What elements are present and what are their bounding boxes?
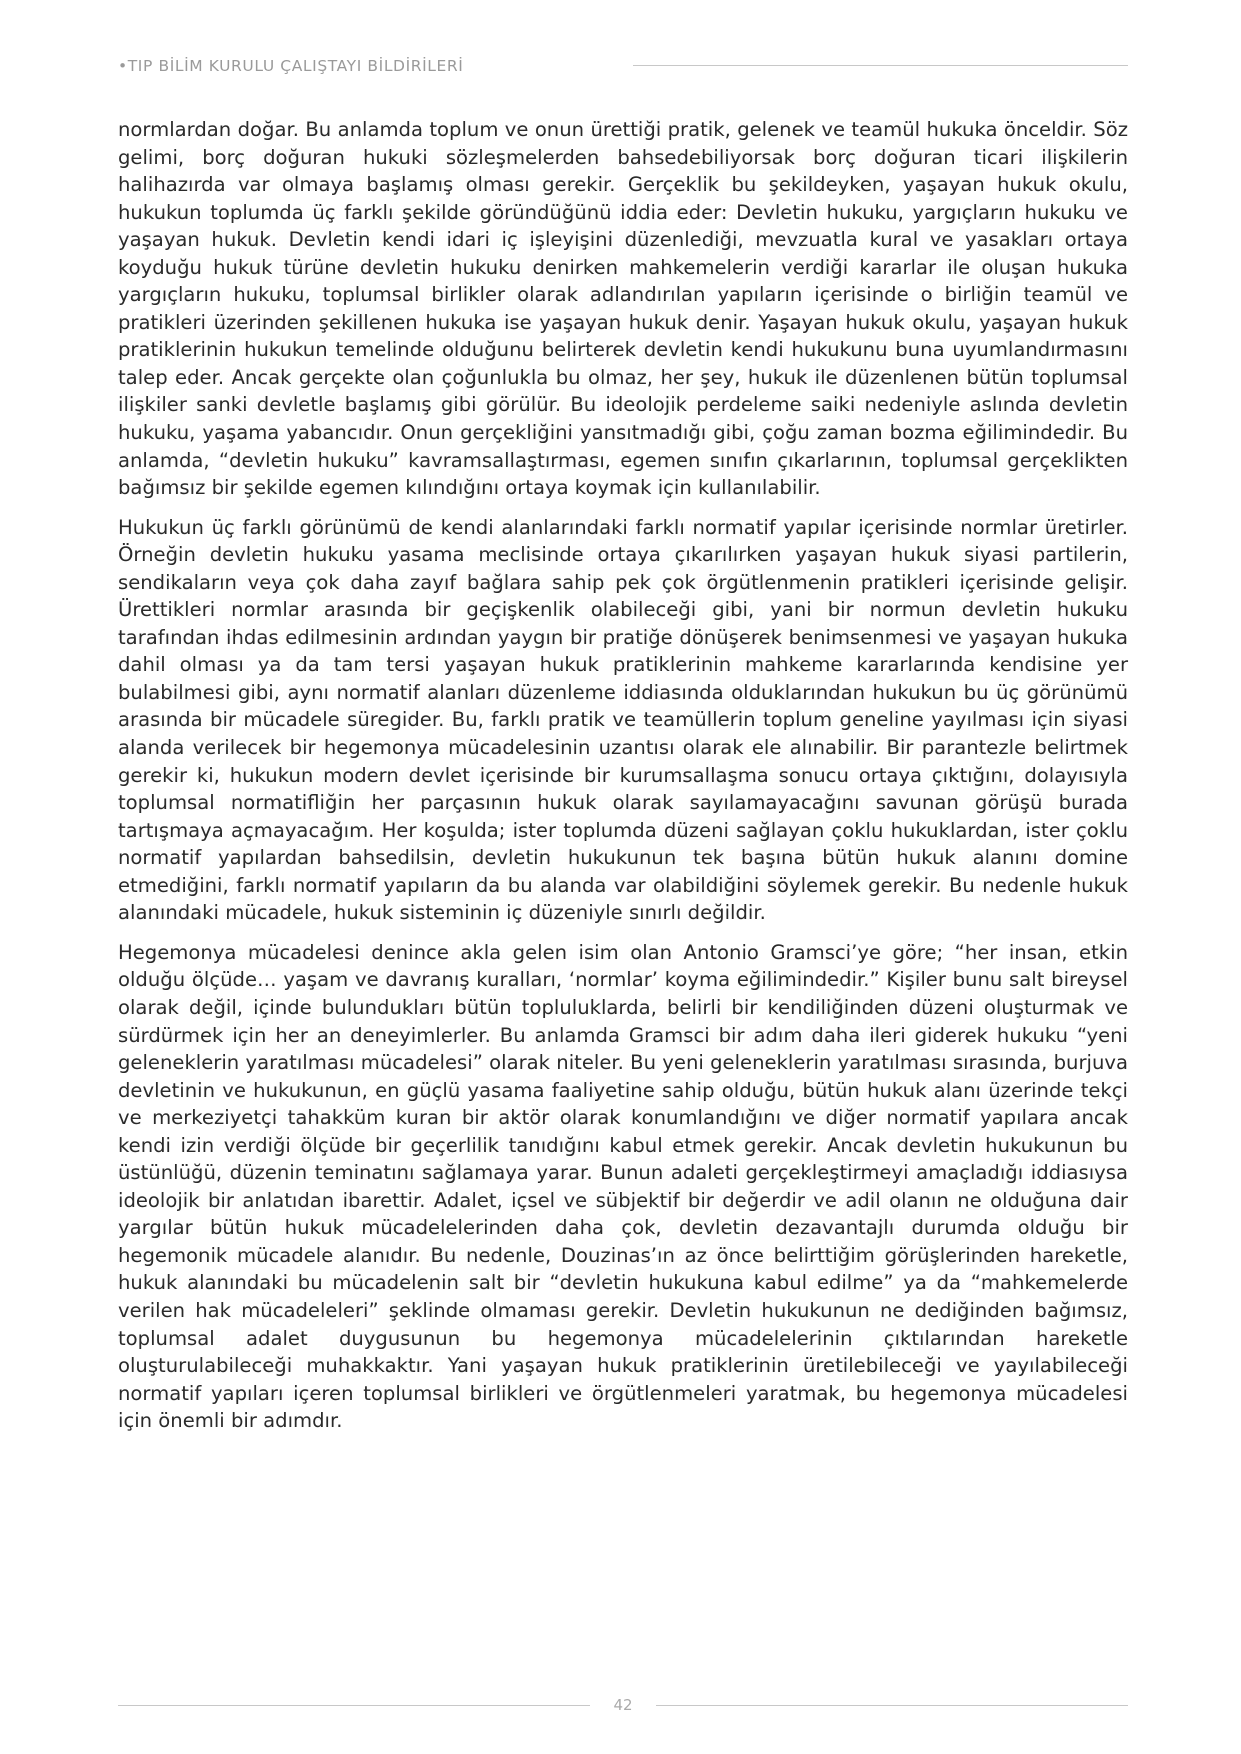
header-divider	[633, 65, 1128, 66]
body-text	[118, 116, 1128, 1447]
paragraph-3: Hegemonya mücadelesi denince akla gelen isim olan Antonio Gramsci’ye göre; “her insan, etkin olduğu ölçüde… yaşam ve davranış kuralları, ‘normlar’ koyma eğilimindedir.” Kişiler bunu salt bireysel olarak değil, içinde bulundukları bütün topluluklarda, belirli bir kendiliğinden düzeni oluşturmak ve sürdürmek için her an deneyimlerler. Bu anlamda Gramsci bir adım daha ileri giderek hukuku “yeni geleneklerin yaratılması mücadelesi” olarak niteler. Bu yeni geleneklerin yaratılması sırasında, burjuva devletinin ve hukukunun, en güçlü yasama faaliyetine sahip olduğu, bütün hukuk alanı üzerinde tekçi ve merkeziyetçi tahakküm kuran bir aktör olarak konumlandığını ve diğer normatif yapılara ancak kendi izin verdiği ölçüde bir geçerlilik tanıdığını kabul etmek gerekir. Ancak devletin hukukunun bu üstünlüğü, düzenin teminatını sağlamaya yarar. Bunun adaleti gerçekleştirmeyi amaçladığı iddiasıysa ideolojik bir anlatıdan ibarettir. Adalet, içsel ve sübjektif bir değerdir ve adil olanın ne olduğuna dair yargılar bütün hukuk mücadelelerinden daha çok, devletin dezavantajlı durumda olduğu bir hegemonik mücadele alanıdır. Bu nedenle, Douzinas’ın az önce belirttiğim görüşlerinden hareketle, hukuk alanındaki bu mücadelenin salt bir “devletin hukukuna kabul edilme” ya da “mahkemelerde verilen hak mücadeleleri” şeklinde olmaması gerekir. Devletin hukukunun ne dediğinden bağımsız, toplumsal adalet duygusunun bu hegemonya mücadelelerinin çıktılarından hareketle oluşturulabileceği muhakkaktır. Yani yaşayan hukuk pratiklerinin üretilebileceği ve yayılabileceği normatif yapıları içeren toplumsal birlikleri ve örgütlenmeleri yaratmak, bu hegemonya mücadelesi için önemli bir adımdır.	[118, 940, 1128, 1433]
paragraph-1: normlardan doğar. Bu anlamda toplum ve onun ürettiği pratik, gelenek ve teamül hukuka önceldir. Söz gelimi, borç doğuran hukuki sözleşmelerden bahsedebiliyorsak borç doğuran ticari ilişkilerin halihazırda var olmaya başlamış olması gerekir. Gerçeklik bu şekildeyken, yaşayan hukuk okulu, hukukun toplumda üç farklı şekilde göründüğünü iddia eder: Devletin hukuku, yargıçların hukuku ve yaşayan hukuk. Devletin kendi idari iç işleyişini düzenlediği, mevzuatla kural ve yasakları ortaya koyduğu hukuk türüne devletin hukuku denirken mahkemelerin verdiği kararlar ile oluşan hukuka yargıçların hukuku, toplumsal birlikler olarak adlandırılan yapıların içerisinde o birliğin teamül ve pratikleri üzerinden şekillenen hukuka ise yaşayan hukuk denir. Yaşayan hukuk okulu, yaşayan hukuk pratiklerinin hukukun temelinde olduğunu belirterek devletin kendi hukukunu buna uyumlandırmasını talep eder. Ancak gerçekte olan çoğunlukla bu olmaz, her şey, hukuk ile düzenlenen bütün toplumsal ilişkiler sanki devletle başlamış gibi görülür. Bu ideolojik perdeleme saiki nedeniyle aslında devletin hukuku, yaşama yabancıdır. Onun gerçekliğini yansıtmadığı gibi, çoğu zaman bozma eğilimindedir. Bu anlamda, “devletin hukuku” kavramsallaştırması, egemen sınıfın çıkarlarının, toplumsal gerçeklikten bağımsız bir şekilde egemen kılındığını ortaya koymak için kullanılabilir.	[118, 118, 1128, 500]
page-footer	[118, 1694, 1128, 1718]
paragraph-2: Hukukun üç farklı görünümü de kendi alanlarındaki farklı normatif yapılar içerisinde normlar üretirler. Örneğin devletin hukuku yasama meclisinde ortaya çıkarılırken yaşayan hukuk siyasi partilerin, sendikaların veya çok daha zayıf bağlara sahip pek çok örgütlenmenin pratikleri içerisinde gelişir. Ürettikleri normlar arasında bir geçişkenlik olabileceği gibi, yani bir normun devletin hukuku tarafından ihdas edilmesinin ardından yaygın bir pratiğe dönüşerek benimsenmesi ve yaşayan hukuka dahil olması ya da tam tersi yaşayan hukuk pratiklerinin mahkeme kararlarında kendisine yer bulabilmesi gibi, aynı normatif alanları düzenleme iddiasında olduklarından hukukun bu üç görünümü arasında bir mücadele süregider. Bu, farklı pratik ve teamüllerin toplum geneline yayılması için siyasi alanda verilecek bir hegemonya mücadelesinin uzantısı olarak ele alınabilir. Bir parantezle belirtmek gerekir ki, hukukun modern devlet içerisinde bir kurumsallaşma sonucu ortaya çıktığını, dolayısıyla toplumsal normatifliğin her parçasının hukuk olarak sayılamayacağını savunan görüşü burada tartışmaya açmayacağım. Her koşulda; ister toplumda düzeni sağlayan çoklu hukuklardan, ister çoklu normatif yapılardan bahsedilsin, devletin hukukunun tek başına bütün hukuk alanını domine etmediğini, farklı normatif yapıların da bu alanda var olabildiğini söylemek gerekir. Bu nedenle hukuk alanındaki mücadele, hukuk sisteminin iç düzeniyle sınırlı değildir.	[118, 515, 1128, 925]
running-header-title: •TIP BİLİM KURULU ÇALIŞTAYI BİLDİRİLERİ	[118, 57, 464, 75]
page-number: 42	[613, 1696, 633, 1714]
footer-divider-left	[118, 1705, 590, 1706]
footer-divider-right	[656, 1705, 1128, 1706]
page-header	[118, 56, 1128, 80]
